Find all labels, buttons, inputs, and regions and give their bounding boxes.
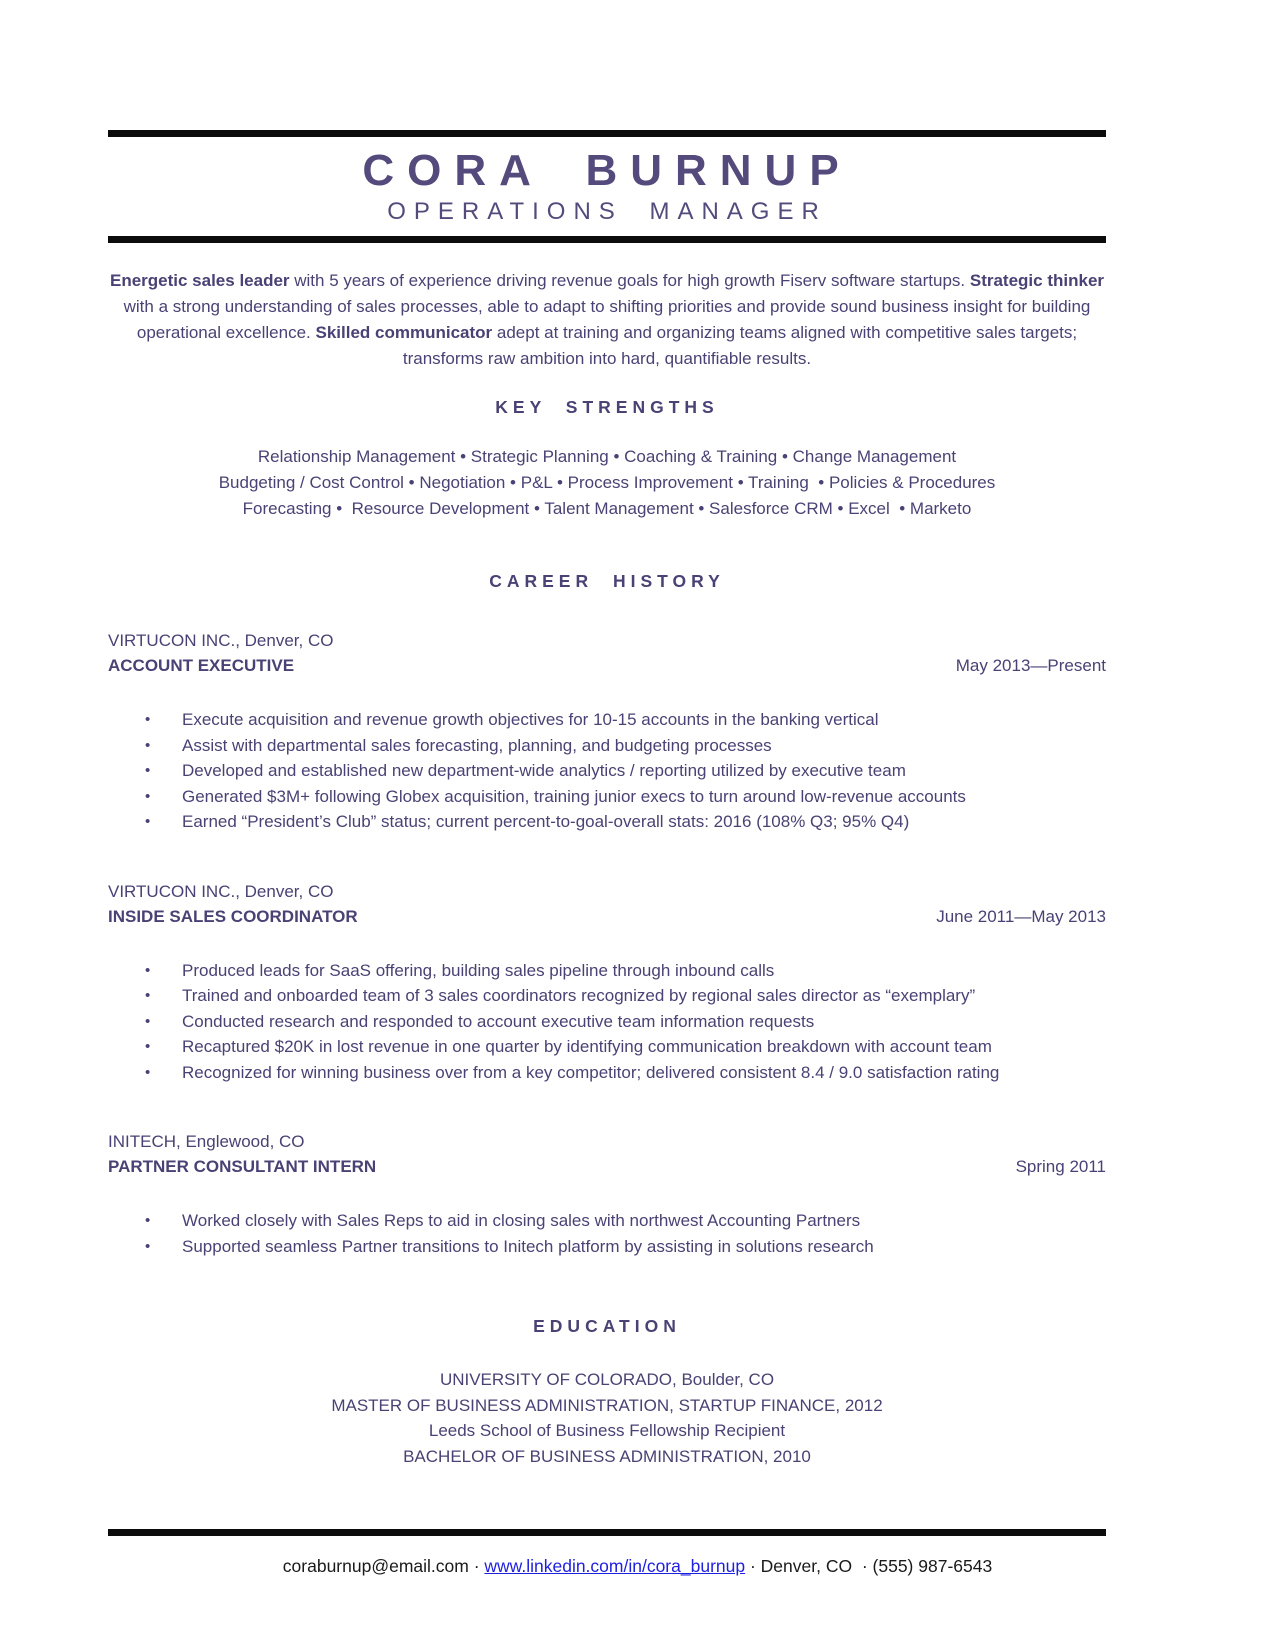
footer-location: Denver, CO	[760, 1556, 853, 1576]
footer-separator: ·	[468, 1556, 485, 1576]
summary-text: adept at training and organizing teams aligned with competitive sales targets; transforms raw ambition into hard, quantifiable results.	[402, 323, 1082, 368]
strengths-line: Relationship Management • Strategic Planning • Coaching & Training • Change Management	[257, 447, 957, 466]
education-list	[108, 1367, 1106, 1469]
footer-separator: ·	[745, 1556, 761, 1576]
summary-text: with a strong understanding of sales processes, able to adapt to shifting priorities and provide sound business insight for building operational excellence.	[123, 271, 1109, 342]
job-bullet: • Recaptured $20K in lost revenue in one quarter by identifying communication breakdown with account team	[108, 1034, 1106, 1060]
job-bullet: • Worked closely with Sales Reps to aid in closing sales with northwest Accounting Partners	[108, 1208, 1106, 1234]
resume-job-title: OPERATIONS MANAGER	[387, 198, 827, 225]
summary-bold-phrase: Energetic sales leader	[109, 271, 290, 290]
job-bullet: • Execute acquisition and revenue growth objectives for 10-15 accounts in the banking vertical	[108, 707, 1106, 733]
job-bullet: • Produced leads for SaaS offering, building sales pipeline through inbound calls	[108, 958, 1106, 984]
job-company: VIRTUCON INC., Denver, CO	[108, 631, 334, 650]
job-dates: June 2011—May 2013	[936, 906, 1106, 926]
job-entry	[108, 879, 1106, 1086]
job-entry	[108, 628, 1106, 835]
career-history-heading: CAREER HISTORY	[489, 571, 725, 591]
job-title: INSIDE SALES COORDINATOR	[108, 906, 358, 926]
summary-paragraph	[108, 268, 1109, 372]
job-bullet: • Recognized for winning business over from a key competitor; delivered consistent 8.4 / 9.0 satisfaction rating	[108, 1060, 1106, 1086]
footer-phone: (555) 987-6543	[872, 1556, 993, 1576]
job-entry	[108, 1129, 1106, 1259]
education-line: Leeds School of Business Fellowship Recipient	[428, 1421, 786, 1440]
job-bullet: • Earned “President’s Club” status; current percent-to-goal-overall stats: 2016 (108% Q3; 95% Q4)	[108, 809, 1106, 835]
header-bottom-rule	[108, 236, 1106, 243]
job-company: INITECH, Englewood, CO	[108, 1132, 305, 1151]
job-bullet-list	[108, 1208, 1106, 1259]
job-title: ACCOUNT EXECUTIVE	[108, 656, 295, 675]
job-bullet-list	[108, 707, 1106, 835]
education-line: MASTER OF BUSINESS ADMINISTRATION, STARTUP FINANCE, 2012	[331, 1395, 883, 1415]
key-strengths-list	[108, 444, 1106, 522]
education-line: BACHELOR OF BUSINESS ADMINISTRATION, 2010	[403, 1446, 811, 1466]
job-dates: May 2013—Present	[955, 656, 1106, 675]
job-bullet: • Generated $3M+ following Globex acquisition, training junior execs to turn around low-revenue accounts	[108, 784, 1106, 810]
footer-email: coraburnup@email.com	[282, 1556, 469, 1576]
footer-linkedin-link[interactable]: www.linkedin.com/in/cora_burnup	[484, 1556, 746, 1576]
job-bullet: • Trained and onboarded team of 3 sales coordinators recognized by regional sales director as “exemplary”	[108, 983, 1106, 1009]
footer-separator: ·	[852, 1556, 873, 1576]
job-company: VIRTUCON INC., Denver, CO	[108, 881, 334, 901]
summary-bold-phrase: Strategic thinker	[969, 271, 1105, 290]
job-dates: Spring 2011	[1015, 1157, 1106, 1176]
job-bullet-list	[108, 958, 1106, 1086]
education-heading: EDUCATION	[533, 1316, 681, 1336]
job-bullet: • Assist with departmental sales forecasting, planning, and budgeting processes	[108, 733, 1106, 759]
top-rule	[108, 130, 1106, 137]
job-title: PARTNER CONSULTANT INTERN	[108, 1157, 377, 1176]
footer-rule	[108, 1529, 1106, 1536]
job-bullet: • Developed and established new department-wide analytics / reporting utilized by executive team	[108, 758, 1106, 784]
strengths-line: Budgeting / Cost Control • Negotiation • P&L • Process Improvement • Training • Policies & Procedures	[218, 473, 996, 492]
job-bullet: • Conducted research and responded to account executive team information requests	[108, 1009, 1106, 1035]
resume-name: CORA BURNUP	[362, 146, 852, 195]
job-bullet: • Supported seamless Partner transitions to Initech platform by assisting in solutions research	[108, 1234, 1106, 1260]
strengths-line: Forecasting • Resource Development • Talent Management • Salesforce CRM • Excel • Marketo	[242, 499, 972, 518]
summary-bold-phrase: Skilled communicator	[315, 323, 493, 342]
footer-contact	[0, 1556, 1275, 1577]
key-strengths-heading: KEY STRENGTHS	[495, 397, 719, 417]
education-line: UNIVERSITY OF COLORADO, Boulder, CO	[439, 1370, 775, 1389]
summary-text: with 5 years of experience driving revenue goals for high growth Fiserv software startups.	[289, 271, 970, 290]
